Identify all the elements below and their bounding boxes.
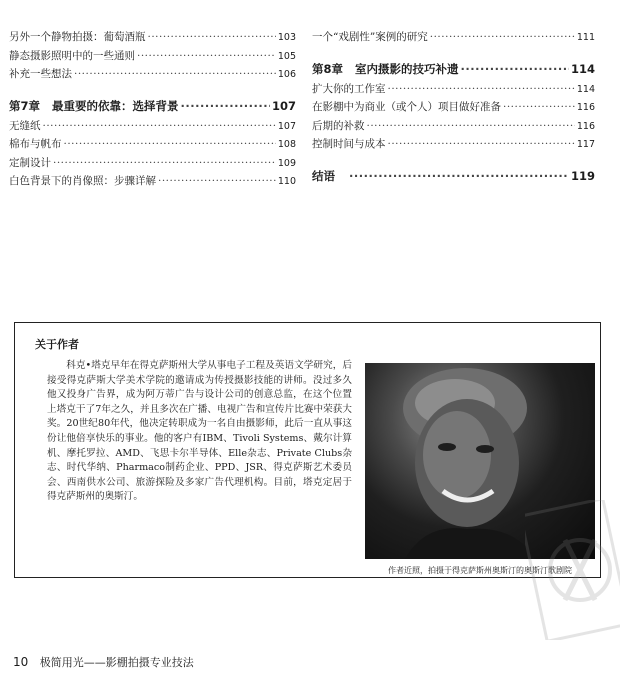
toc-dot-leader [64, 135, 276, 154]
toc-dot-leader [503, 98, 575, 117]
toc-page-number: 103 [277, 32, 296, 43]
toc-chapter-heading [312, 59, 595, 80]
toc-page-number: 105 [277, 50, 296, 62]
toc-dot-leader [388, 80, 575, 99]
toc-entry-title: 在影棚中为商业（或个人）项目做好准备 [312, 101, 501, 113]
toc-right-column [312, 28, 595, 187]
toc-page-number: 106 [277, 69, 296, 80]
toc-entry-title: 棉布与帆布 [9, 138, 62, 150]
toc-page-number: 109 [277, 157, 296, 169]
toc-entry-title: 静态摄影照明中的一些通则 [9, 49, 135, 62]
toc-chapter-heading [312, 166, 595, 187]
toc-page-number: 114 [570, 61, 595, 76]
toc-dot-leader [74, 65, 276, 84]
toc-page-number: 114 [576, 83, 595, 95]
toc-chapter-number: 结语 [312, 168, 335, 183]
about-author-text: 科克•塔克早年在得克萨斯州大学从事电子工程及英语文学研究，后接受得克萨斯大学美术学院的邀请成为传授摄影技能的讲师。没过多久他又投身广告界，成为阿万蒂广告与设计公司的创意总监，在这个位置上塔克干了7年之久，并且多次在广播、电视广告和宣传片比赛中荣获大奖。20世纪80年代，他决定转职成为一名自由摄影师，此后一直从事这份让他倍享快乐的事业。他的客户有IBM、Tivoli Systems、戴尔计算机、摩托罗拉、AMD、飞思卡尔半导体、Elle杂志、Private Clubs杂志、时代华纳、Pharmaco制药企业、PPD、JSR、得克萨斯艺术委员会、西南供水公司、旅游探险及多家广告代理机构。目前，塔克定居于得克萨斯州的奥斯汀。 [47, 360, 352, 503]
page-footer [13, 654, 194, 670]
about-author-box [14, 322, 601, 578]
toc-page-number: 119 [570, 168, 595, 183]
toc-entry [9, 154, 296, 173]
toc-entry [312, 80, 595, 99]
author-photo [365, 363, 595, 559]
photo-caption: 作者近照，拍摄于得克萨斯州奥斯汀的奥斯汀歌剧院 [388, 566, 572, 575]
toc-entry [9, 135, 296, 154]
toc-dot-leader [158, 172, 276, 191]
toc-page-number: 108 [277, 139, 296, 150]
toc-entry [312, 98, 595, 117]
toc-page-number: 116 [576, 102, 595, 113]
toc-entry [312, 28, 595, 47]
toc-entry [9, 28, 296, 47]
toc-entry [9, 65, 296, 84]
toc-entry-title: 最重要的依靠：选择背景 [52, 98, 179, 113]
toc-dot-leader [43, 117, 276, 136]
toc-entry-title: 一个“戏剧性”案例的研究 [312, 31, 428, 43]
toc-dot-leader [137, 47, 276, 66]
toc-page-number: 107 [271, 98, 296, 113]
toc-entry-title: 白色背景下的肖像照：步骤详解 [9, 175, 156, 187]
toc-dot-leader [430, 28, 575, 47]
toc-entry-title: 无缝纸 [9, 119, 41, 132]
toc-entry-title: 控制时间与成本 [312, 138, 386, 150]
toc-dot-leader [367, 117, 575, 136]
toc-page-number: 111 [576, 32, 595, 43]
toc-entry-title: 扩大你的工作室 [312, 82, 386, 95]
toc-entry [9, 47, 296, 66]
toc-chapter-number: 第8章 [312, 61, 344, 76]
toc-entry [9, 117, 296, 136]
toc-page-number: 110 [277, 176, 296, 187]
toc-dot-leader [148, 28, 276, 47]
toc-page-number: 116 [576, 120, 595, 132]
toc-dot-leader [349, 166, 569, 187]
book-title: 极简用光——影棚拍摄专业技法 [39, 656, 194, 669]
toc-entry-title: 补充一些想法 [9, 68, 72, 80]
toc-dot-leader [461, 59, 569, 80]
toc-entry [312, 135, 595, 154]
toc-entry [312, 117, 595, 136]
toc-dot-leader [388, 135, 575, 154]
toc-left-column [9, 28, 296, 191]
about-author-title: 关于作者 [35, 338, 79, 351]
toc-entry-title: 后期的补救 [312, 119, 365, 132]
toc-chapter-heading [9, 96, 296, 117]
page-number: 10 [13, 655, 29, 669]
toc-page-number: 117 [576, 139, 595, 150]
toc-entry-title: 另外一个静物拍摄：葡萄酒瓶 [9, 31, 146, 43]
toc-entry-title: 室内摄影的技巧补遗 [355, 61, 459, 76]
toc-entry [9, 172, 296, 191]
toc-entry-title: 定制设计 [9, 156, 51, 169]
toc-dot-leader [53, 154, 276, 173]
toc-page-number: 107 [277, 120, 296, 132]
toc-dot-leader [181, 96, 270, 117]
toc-chapter-number: 第7章 [9, 98, 41, 113]
author-portrait-illustration [365, 363, 595, 559]
